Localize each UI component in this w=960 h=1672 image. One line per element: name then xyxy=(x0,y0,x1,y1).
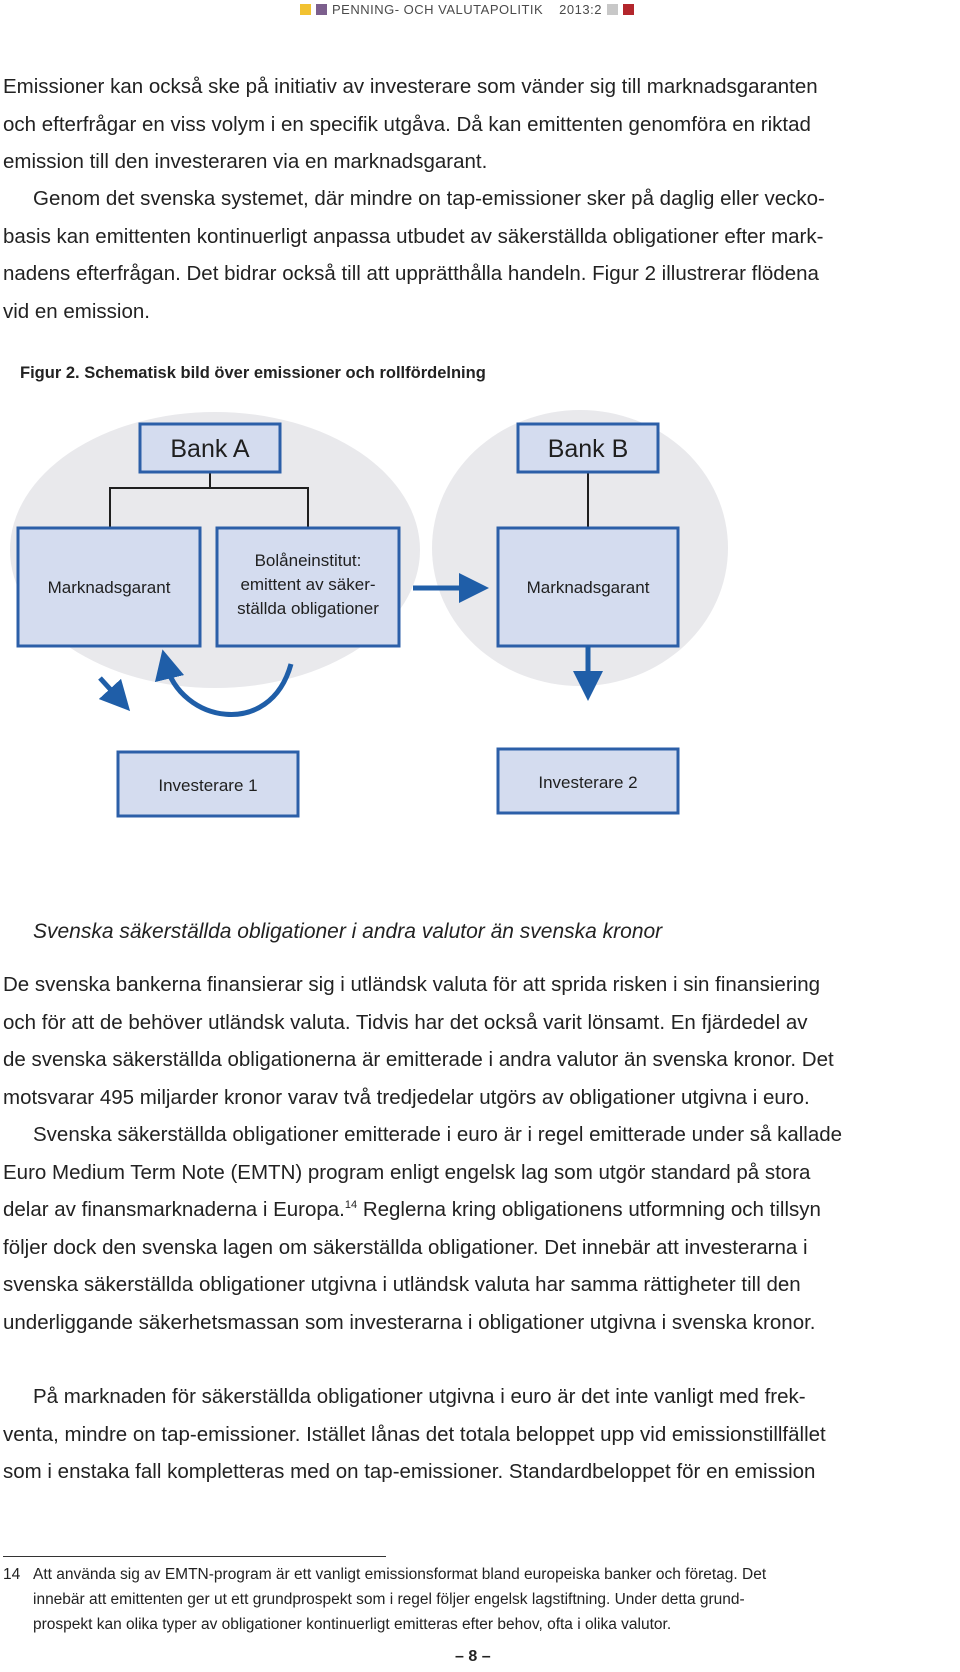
footnote-line-2: innebär att emittenten ger ut ett grundprospekt som i regel följer engelsk lagstiftning. Under detta grund- xyxy=(33,1591,745,1608)
flow-diagram xyxy=(0,400,960,840)
bank-a-label: Bank A xyxy=(170,435,250,463)
figure-title: Schematisk bild över emissioner och rollfördelning xyxy=(84,364,486,382)
intro-paragraph-1: Emissioner kan också ske på initiativ av investerare som vänder sig till marknadsgaranten och efterfrågar en viss volym i en specifik utgåva. Då kan emittenten genomföra en riktad emission till den investeraren via en marknadsgarant. xyxy=(3,75,818,173)
issuer-label-line-3: ställda obligationer xyxy=(237,599,379,618)
bank-b-label: Bank B xyxy=(547,435,629,463)
body-paragraph-2: Svenska säkerställda obligationer emitterade i euro är i regel emitterade under så kallade Euro Medium Term Note (EMTN) program enligt engelsk lag som utgör standard på stora delar av finansmarknaderna i Europa.$^{14}$ Reglerna kring obligationens utformning och tillsyn följer dock den svenska lagen om säkerställda obligationer. Det innebär att investerarna i svenska säkerställda obligationer utgivna i utländsk valuta har samma rättigheter till den underliggande säkerhetsmassan som investerarna i obligationer utgivna i svenska kronor. xyxy=(3,1123,843,1334)
red-square-icon xyxy=(623,4,634,15)
footnote-line-3: prospekt kan olika typer av obligationer kontinuerligt emitteras efter behov, ofta i olika valutor. xyxy=(33,1616,672,1633)
footnote-reference[interactable]: 14 xyxy=(344,1199,358,1212)
page-number: – 8 – xyxy=(455,1648,491,1665)
investor-2-label: Investerare 2 xyxy=(538,773,638,792)
investor-1-label: Investerare 1 xyxy=(158,776,258,795)
footnote-number: 14 xyxy=(3,1566,21,1583)
issue-number: 2013:2 xyxy=(559,2,602,17)
figure-label: Figur 2. xyxy=(20,364,80,382)
market-maker-b-label: Marknadsgarant xyxy=(526,578,650,597)
publication-title: PENNING- OCH VALUTAPOLITIK xyxy=(332,2,544,17)
running-header xyxy=(0,0,960,20)
intro-paragraph-2: Genom det svenska systemet, där mindre on tap-emissioner sker på daglig eller vecko- basis kan emittenten kontinuerligt anpassa utbudet av säkerställda obligationer efter mark- nadens efterfrågan. Det bidrar också till att upprätthålla handeln. Figur 2 illustrerar flödena vid en emission. xyxy=(3,187,825,323)
market-maker-a-to-investor-1-arrow xyxy=(100,678,120,700)
yellow-square-icon xyxy=(300,4,311,15)
body-paragraph-1: De svenska bankerna finansierar sig i utländsk valuta för att sprida risken i sin finansiering och för att de behöver utländsk valuta. Tidvis har det också varit lönsamt. En fjärdedel av de svenska säkerställda obligationerna är emitterade i andra valutor än svenska kronor. Det motsvarar 495 miljarder kronor varav två tredjedelar utgörs av obligationer utgivna i euro. xyxy=(3,973,834,1109)
figure-caption xyxy=(20,364,486,383)
issuer-label-line-1: Bolåneinstitut: xyxy=(254,551,362,570)
body-paragraph-3: På marknaden för säkerställda obligationer utgivna i euro är det inte vanligt med frek- venta, mindre on tap-emissioner. Istället lånas det totala beloppet upp vid emissionstillfället som i enstaka fall kompletteras med on tap-emissioner. Standardbeloppet för en emission xyxy=(3,1385,826,1483)
footnote-divider xyxy=(3,1556,386,1557)
issuer-label-line-2: emittent av säker- xyxy=(240,575,376,594)
gray-square-icon xyxy=(607,4,618,15)
footnote-line-1: Att använda sig av EMTN-program är ett vanligt emissionsformat bland europeiska banker och företag. Det xyxy=(33,1566,767,1583)
market-maker-a-label: Marknadsgarant xyxy=(47,578,171,597)
section-heading: Svenska säkerställda obligationer i andra valutor än svenska kronor xyxy=(33,920,663,943)
purple-square-icon xyxy=(316,4,327,15)
